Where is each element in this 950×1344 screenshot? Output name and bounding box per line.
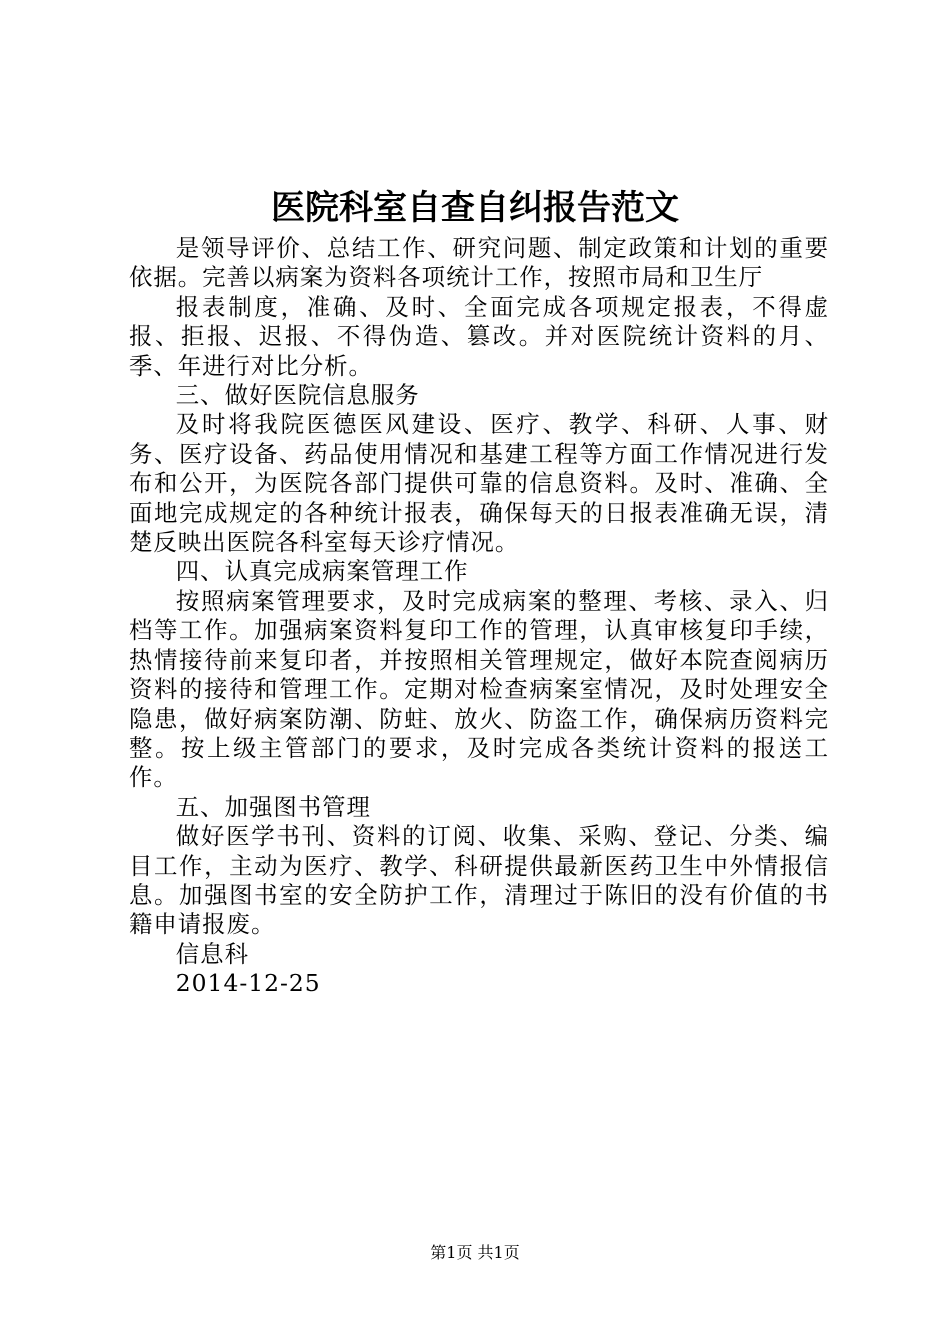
section-heading-3: 三、做好医院信息服务 bbox=[175, 381, 420, 410]
paragraph-5: 做好医学书刊、资料的订阅、收集、采购、登记、分类、编目工作，主动为医疗、教学、科研提供最新医药卫生中外情报信息。加强图书室的安全防护工作，清理过于陈旧的没有价值的书籍申请报废。 bbox=[129, 822, 829, 939]
page-footer: 第1页 共1页 bbox=[430, 1243, 520, 1262]
document-body bbox=[129, 234, 829, 999]
paragraph-3: 及时将我院医德医风建设、医疗、教学、科研、人事、财务、医疗设备、药品使用情况和基建工程等方面工作情况进行发布和公开，为医院各部门提供可靠的信息资料。及时、准确、全面地完成规定的各种统计报表，确保每天的日报表准确无误，清楚反映出医院各科室每天诊疗情况。 bbox=[129, 410, 829, 557]
paragraph-2: 报表制度，准确、及时、全面完成各项规定报表，不得虚报、拒报、迟报、不得伪造、篡改。并对医院统计资料的月、季、年进行对比分析。 bbox=[129, 292, 829, 380]
signature-department: 信息科 bbox=[175, 939, 249, 968]
paragraph-1: 是领导评价、总结工作、研究问题、制定政策和计划的重要依据。完善以病案为资料各项统计工作，按照市局和卫生厅 bbox=[129, 234, 829, 292]
paragraph-4: 按照病案管理要求，及时完成病案的整理、考核、录入、归档等工作。加强病案资料复印工作的管理，认真审核复印手续，热情接待前来复印者，并按照相关管理规定，做好本院查阅病历资料的接待和管理工作。定期对检查病案室情况，及时处理安全隐患，做好病案防潮、防蛀、放火、防盗工作，确保病历资料完整。按上级主管部门的要求，及时完成各类统计资料的报送工作。 bbox=[129, 586, 829, 792]
signature-date: 2014-12-25 bbox=[175, 969, 321, 998]
section-heading-5: 五、加强图书管理 bbox=[175, 792, 371, 821]
document-title: 医院科室自查自纠报告范文 bbox=[271, 188, 679, 228]
section-heading-4: 四、认真完成病案管理工作 bbox=[175, 557, 469, 586]
